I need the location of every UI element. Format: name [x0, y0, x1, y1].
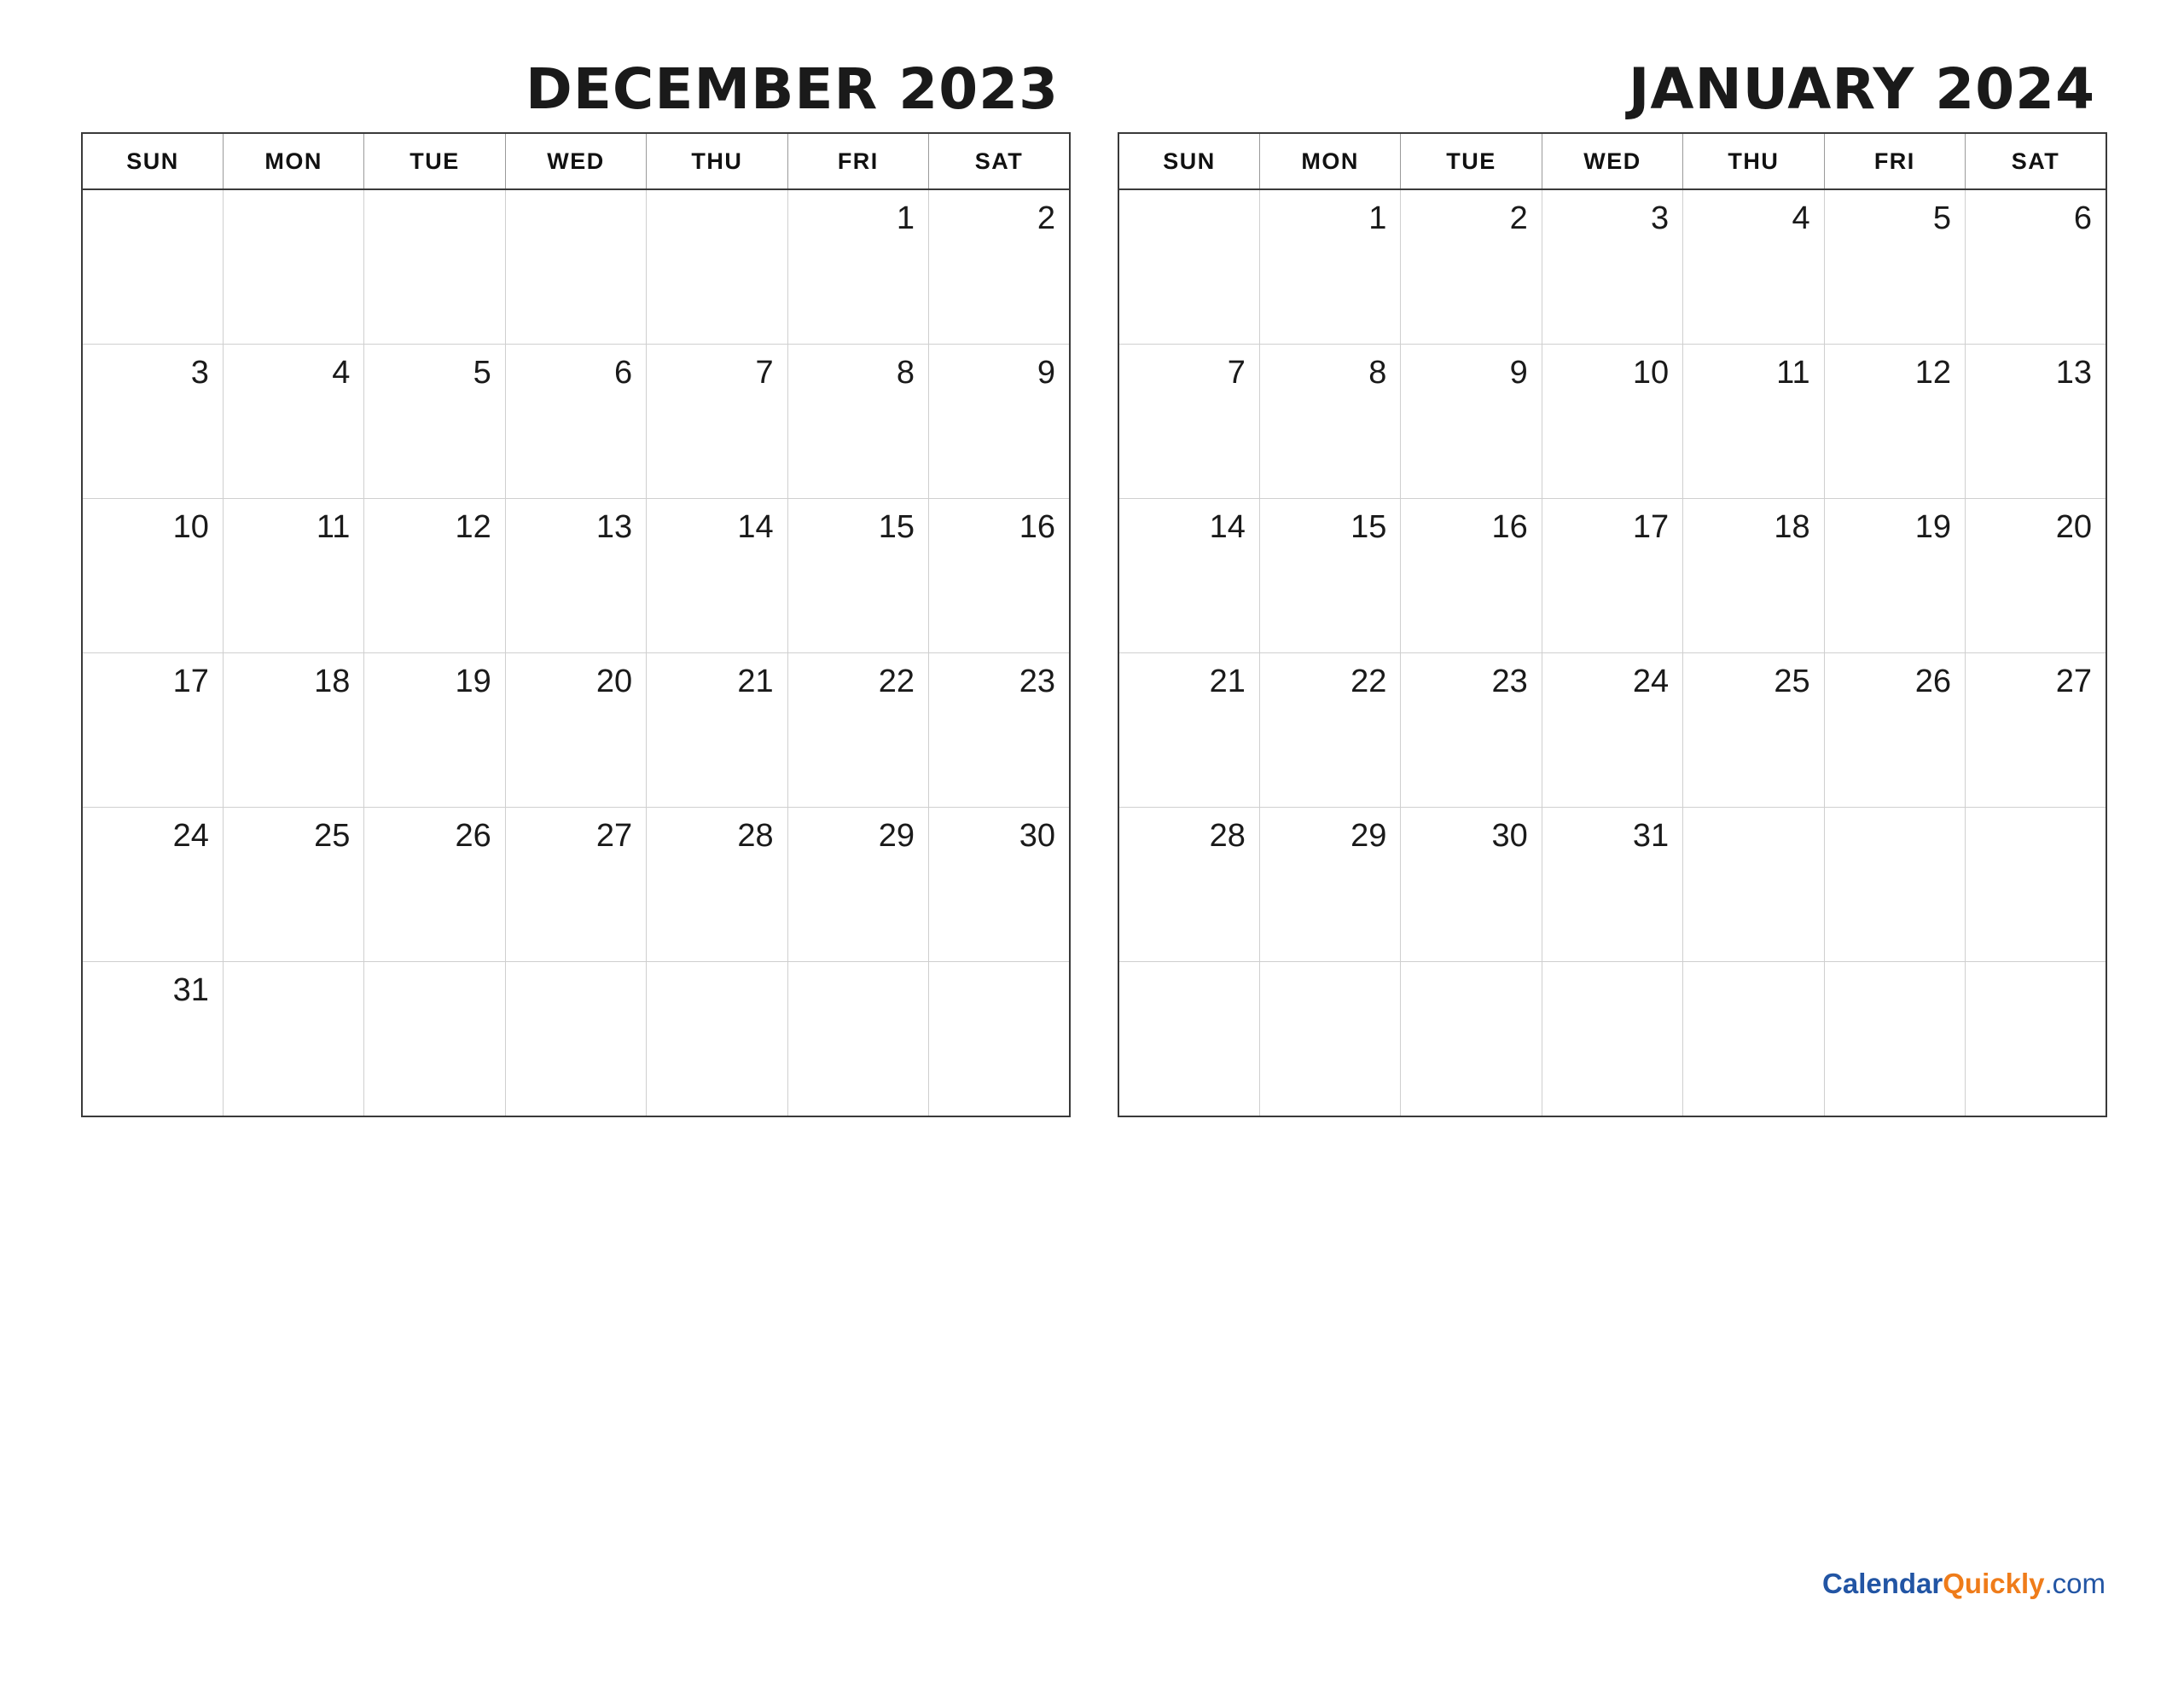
day-cell[interactable]: 9	[1401, 345, 1542, 499]
calendar-week-row	[82, 808, 1070, 962]
day-cell[interactable]	[364, 189, 505, 345]
calendar-week-row	[82, 499, 1070, 653]
day-cell[interactable]: 13	[1966, 345, 2106, 499]
weekday-wed: WED	[1542, 133, 1682, 189]
day-cell[interactable]: 27	[1966, 653, 2106, 808]
day-cell[interactable]: 10	[82, 499, 223, 653]
day-cell[interactable]: 22	[1259, 653, 1400, 808]
watermark-part-quickly: Quickly	[1943, 1568, 2045, 1599]
day-cell[interactable]: 24	[82, 808, 223, 962]
calendar-week-row	[82, 653, 1070, 808]
day-cell[interactable]: 30	[1401, 808, 1542, 962]
day-cell[interactable]: 25	[1683, 653, 1824, 808]
day-cell[interactable]	[647, 962, 787, 1117]
day-cell-holiday[interactable]: 15	[1259, 499, 1400, 653]
day-cell[interactable]: 27	[505, 808, 646, 962]
weekday-fri: FRI	[787, 133, 928, 189]
day-cell[interactable]	[505, 962, 646, 1117]
day-cell[interactable]: 15	[787, 499, 928, 653]
month-block-january	[1118, 56, 2107, 1117]
day-cell[interactable]	[82, 189, 223, 345]
day-cell[interactable]	[1118, 962, 1259, 1117]
weekday-header-row	[82, 133, 1070, 189]
weekday-wed: WED	[505, 133, 646, 189]
day-cell[interactable]	[1824, 808, 1965, 962]
weekday-sun: SUN	[1118, 133, 1259, 189]
day-cell[interactable]	[647, 189, 787, 345]
day-cell-holiday[interactable]: 1	[1259, 189, 1400, 345]
month-block-december	[81, 56, 1071, 1117]
day-cell[interactable]: 4	[1683, 189, 1824, 345]
weekday-thu: THU	[1683, 133, 1824, 189]
day-cell[interactable]: 31	[82, 962, 223, 1117]
day-cell[interactable]: 23	[929, 653, 1070, 808]
calendar-week-row	[1118, 345, 2106, 499]
day-cell[interactable]: 18	[223, 653, 363, 808]
day-cell[interactable]: 18	[1683, 499, 1824, 653]
day-cell[interactable]: 24	[1542, 653, 1682, 808]
day-cell[interactable]	[364, 962, 505, 1117]
day-cell[interactable]: 19	[1824, 499, 1965, 653]
day-cell[interactable]	[223, 962, 363, 1117]
calendar-table-december	[81, 132, 1071, 1117]
weekday-fri: FRI	[1824, 133, 1965, 189]
day-cell[interactable]: 10	[1542, 345, 1682, 499]
weekday-sun: SUN	[82, 133, 223, 189]
day-cell[interactable]: 16	[929, 499, 1070, 653]
day-cell[interactable]: 6	[505, 345, 646, 499]
calendar-table-january	[1118, 132, 2107, 1117]
day-cell[interactable]: 21	[1118, 653, 1259, 808]
day-cell[interactable]: 21	[647, 653, 787, 808]
day-cell[interactable]	[929, 962, 1070, 1117]
day-cell[interactable]: 19	[364, 653, 505, 808]
day-cell[interactable]: 2	[1401, 189, 1542, 345]
watermark-part-domain: .com	[2044, 1568, 2106, 1599]
weekday-sat: SAT	[929, 133, 1070, 189]
calendar-week-row	[82, 962, 1070, 1117]
calendar-week-row	[1118, 653, 2106, 808]
day-cell-holiday[interactable]: 25	[223, 808, 363, 962]
calendar-week-row	[1118, 962, 2106, 1117]
day-cell[interactable]: 6	[1966, 189, 2106, 345]
day-cell[interactable]: 23	[1401, 653, 1542, 808]
day-cell[interactable]	[1683, 962, 1824, 1117]
site-watermark[interactable]	[1822, 1568, 2106, 1600]
watermark-part-calendar: Calendar	[1822, 1568, 1943, 1599]
day-cell[interactable]: 13	[505, 499, 646, 653]
day-cell[interactable]	[1542, 962, 1682, 1117]
weekday-mon: MON	[223, 133, 363, 189]
day-cell[interactable]: 29	[787, 808, 928, 962]
day-cell[interactable]: 20	[1966, 499, 2106, 653]
day-cell[interactable]	[223, 189, 363, 345]
calendar-container	[81, 56, 2107, 1117]
day-cell[interactable]: 30	[929, 808, 1070, 962]
day-cell[interactable]: 2	[929, 189, 1070, 345]
day-cell[interactable]: 26	[364, 808, 505, 962]
day-cell[interactable]	[1824, 962, 1965, 1117]
day-cell[interactable]: 5	[1824, 189, 1965, 345]
day-cell[interactable]: 22	[787, 653, 928, 808]
day-cell[interactable]: 7	[1118, 345, 1259, 499]
weekday-tue: TUE	[1401, 133, 1542, 189]
day-cell[interactable]: 7	[647, 345, 787, 499]
day-cell[interactable]: 31	[1542, 808, 1682, 962]
day-cell[interactable]: 3	[82, 345, 223, 499]
calendar-week-row	[82, 189, 1070, 345]
day-cell[interactable]: 4	[223, 345, 363, 499]
day-cell[interactable]: 26	[1824, 653, 1965, 808]
day-cell[interactable]: 17	[82, 653, 223, 808]
day-cell[interactable]: 8	[787, 345, 928, 499]
day-cell[interactable]: 28	[1118, 808, 1259, 962]
day-cell[interactable]: 8	[1259, 345, 1400, 499]
day-cell[interactable]	[787, 962, 928, 1117]
day-cell[interactable]: 12	[364, 499, 505, 653]
day-cell[interactable]: 20	[505, 653, 646, 808]
day-cell[interactable]	[1966, 962, 2106, 1117]
day-cell[interactable]: 1	[787, 189, 928, 345]
day-cell[interactable]: 12	[1824, 345, 1965, 499]
calendar-week-row	[1118, 808, 2106, 962]
weekday-thu: THU	[647, 133, 787, 189]
day-cell[interactable]	[1118, 189, 1259, 345]
calendar-week-row	[1118, 189, 2106, 345]
month-title-december: DECEMBER 2023	[526, 56, 1059, 122]
day-cell[interactable]: 5	[364, 345, 505, 499]
day-cell[interactable]: 14	[1118, 499, 1259, 653]
weekday-tue: TUE	[364, 133, 505, 189]
day-cell[interactable]: 29	[1259, 808, 1400, 962]
day-cell[interactable]	[1259, 962, 1400, 1117]
weekday-mon: MON	[1259, 133, 1400, 189]
day-cell[interactable]	[1966, 808, 2106, 962]
day-cell[interactable]	[1401, 962, 1542, 1117]
day-cell[interactable]: 11	[1683, 345, 1824, 499]
day-cell[interactable]: 3	[1542, 189, 1682, 345]
day-cell[interactable]: 28	[647, 808, 787, 962]
day-cell[interactable]: 17	[1542, 499, 1682, 653]
day-cell[interactable]	[1683, 808, 1824, 962]
calendar-week-row	[82, 345, 1070, 499]
weekday-header-row	[1118, 133, 2106, 189]
day-cell[interactable]: 9	[929, 345, 1070, 499]
weekday-sat: SAT	[1966, 133, 2106, 189]
day-cell[interactable]	[505, 189, 646, 345]
month-title-january: JANUARY 2024	[1628, 56, 2095, 122]
day-cell[interactable]: 11	[223, 499, 363, 653]
day-cell[interactable]: 14	[647, 499, 787, 653]
calendar-week-row	[1118, 499, 2106, 653]
day-cell[interactable]: 16	[1401, 499, 1542, 653]
